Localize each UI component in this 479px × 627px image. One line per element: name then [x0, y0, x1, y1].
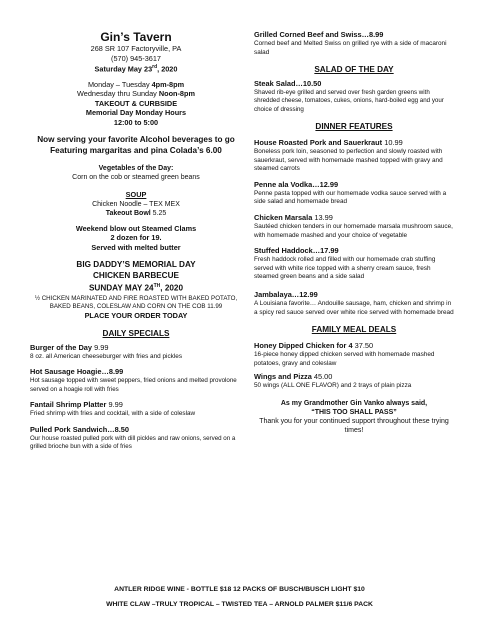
- daily-special-item: [30, 367, 242, 394]
- memorial-time: 12:00 to 5:00: [113, 117, 159, 127]
- item-name: Penne ala Vodka…12.99: [254, 179, 339, 189]
- right-column: [254, 30, 454, 435]
- dinner-item: [254, 246, 454, 282]
- item-name: Wings and Pizza 45.00: [254, 372, 333, 382]
- bbq-date: SUNDAY MAY 24TH, 2020: [88, 283, 184, 294]
- bbq-description: ½ CHICKEN MARINATED AND FIRE ROASTED WITH BAKED POTATO, BAKED BEANS, COLESLAW AND CORN ON THE COB 11.99: [34, 294, 238, 310]
- item-description: Hot sausage topped with sweet peppers, fried onions and melted provolone served on a hoagie roll with fries: [30, 377, 237, 393]
- menu-date: Saturday May 23rd, 2020: [94, 64, 178, 74]
- daily-special-item: [30, 425, 242, 452]
- restaurant-name: Gin’s Tavern: [100, 30, 172, 44]
- item-name: Jambalaya…12.99: [254, 290, 318, 300]
- dinner-title: DINNER FEATURES: [315, 122, 393, 132]
- clams-line3: Served with melted butter: [91, 242, 181, 252]
- item-description: 50 wings (ALL ONE FLAVOR) and 2 trays of plain pizza: [254, 382, 412, 390]
- item-name: Fantail Shrimp Platter 9.99: [30, 399, 123, 409]
- item-description: Boneless pork loin, seasoned to perfection and slowly roasted with sauerkraut, served with homemade mashed topped with gravy and steamed carrots: [254, 148, 443, 173]
- item-description: Fresh haddock rolled and filled with our homemade crab stuffing served with white rice topped with a sherry cream sauce, fresh steamed green beans and a side salad: [254, 256, 436, 281]
- vegetables-text: Corn on the cob or steamed green beans: [72, 174, 200, 182]
- corned-beef-description: Corned beef and Melted Swiss on grilled rye with a side of macaroni salad: [254, 40, 447, 56]
- closing-line3: Thank you for your continued support throughout these trying times!: [259, 417, 449, 434]
- alcohol-line1: Now serving your favorite Alcohol beverages to go: [37, 135, 235, 145]
- item-name: Chicken Marsala 13.99: [254, 213, 333, 223]
- daily-special-item: [30, 400, 242, 419]
- address: 268 SR 107 Factoryville, PA: [90, 44, 182, 53]
- soup-title: SOUP: [125, 190, 147, 200]
- soup-name: Chicken Noodle – TEX MEX: [92, 200, 180, 208]
- family-item: [254, 341, 454, 368]
- soup-bowl: Takeout Bowl 5.25: [105, 209, 167, 217]
- salad-description: Shaved rib-eye grilled and served over fresh garden greens with shredded cheese, tomatoes, cukes, onions, hard-boiled egg and your choice of dressing: [254, 89, 444, 113]
- left-column: [30, 30, 242, 451]
- corned-beef-name: Grilled Corned Beef and Swiss…8.99: [254, 30, 384, 39]
- hours-mon-tue: Monday – Tuesday 4pm-8pm: [87, 79, 185, 89]
- dinner-item: [254, 138, 454, 174]
- daily-specials-title: DAILY SPECIALS: [102, 328, 170, 338]
- family-item: [254, 372, 454, 391]
- salad-name: Steak Salad…10.50: [254, 79, 322, 89]
- item-description: Penne pasta topped with our homemade vodka sauce served with a side salad and homemade bread: [254, 189, 447, 206]
- bbq-order: PLACE YOUR ORDER TODAY: [84, 311, 188, 321]
- item-name: Burger of the Day 9.99: [30, 342, 109, 352]
- memorial-hours: Memorial Day Monday Hours: [85, 108, 187, 118]
- hours-wed-sun: Wednesday thru Sunday Noon-8pm: [77, 89, 195, 99]
- item-name: Hot Sausage Hoagie…8.99: [30, 367, 124, 377]
- dinner-item: [254, 180, 454, 207]
- dinner-item: [254, 213, 454, 240]
- item-description: Our house roasted pulled pork with dill pickles and raw onions, served on a grilled brioche bun with a side of fries: [30, 434, 236, 450]
- bbq-title2: CHICKEN BARBECUE: [93, 270, 179, 280]
- item-description: A Louisiana favorite… Andouille sausage, ham, chicken and shrimp in a spicy red sauce served over white rice served with homemade bread: [254, 300, 454, 316]
- item-description: Fried shrimp with fries and cocktail, with a side of coleslaw: [30, 409, 196, 417]
- closing-line2: “THIS TOO SHALL PASS”: [311, 408, 397, 416]
- item-name: Stuffed Haddock…17.99: [254, 246, 339, 256]
- item-description: Sautéed chicken tenders in our homemade marsala mushroom sauce, with homemade mashed and your choice of vegetable: [254, 223, 453, 239]
- item-name: Pulled Pork Sandwich…8.50: [30, 424, 129, 434]
- item-name: Honey Dipped Chicken for 4 37.50: [254, 341, 374, 351]
- dinner-item: [254, 290, 454, 317]
- item-description: 16-piece honey dipped chicken served with homemade mashed potatoes, gravy and coleslaw: [254, 351, 435, 367]
- takeout-curbside: TAKEOUT & CURBSIDE: [94, 98, 178, 108]
- footer-line2: WHITE CLAW –TRULY TROPICAL – TWISTED TEA – ARNOLD PALMER $11/6 PACK: [106, 601, 373, 608]
- family-title: FAMILY MEAL DEALS: [311, 325, 397, 335]
- alcohol-line2: Featuring margaritas and pina Colada’s 6.00: [50, 145, 222, 155]
- item-description: 8 oz. all American cheeseburger with fries and pickles: [30, 352, 183, 360]
- daily-special-item: [30, 343, 242, 362]
- item-name: House Roasted Pork and Sauerkraut 10.99: [254, 138, 403, 148]
- clams-line2: 2 dozen for 19.: [110, 233, 162, 243]
- clams-line1: Weekend blow out Steamed Clams: [75, 223, 197, 233]
- vegetables-title: Vegetables of the Day:: [98, 165, 174, 173]
- closing-line1: As my Grandmother Gin Vanko always said,: [280, 399, 428, 407]
- footer-line1: ANTLER RIDGE WINE - BOTTLE $18 12 PACKS OF BUSCH/BUSCH LIGHT $10: [114, 586, 365, 593]
- phone: (570) 945-3617: [111, 53, 161, 63]
- salad-title: SALAD OF THE DAY: [314, 65, 394, 75]
- bbq-title1: BIG DADDY’S MEMORIAL DAY: [76, 260, 196, 270]
